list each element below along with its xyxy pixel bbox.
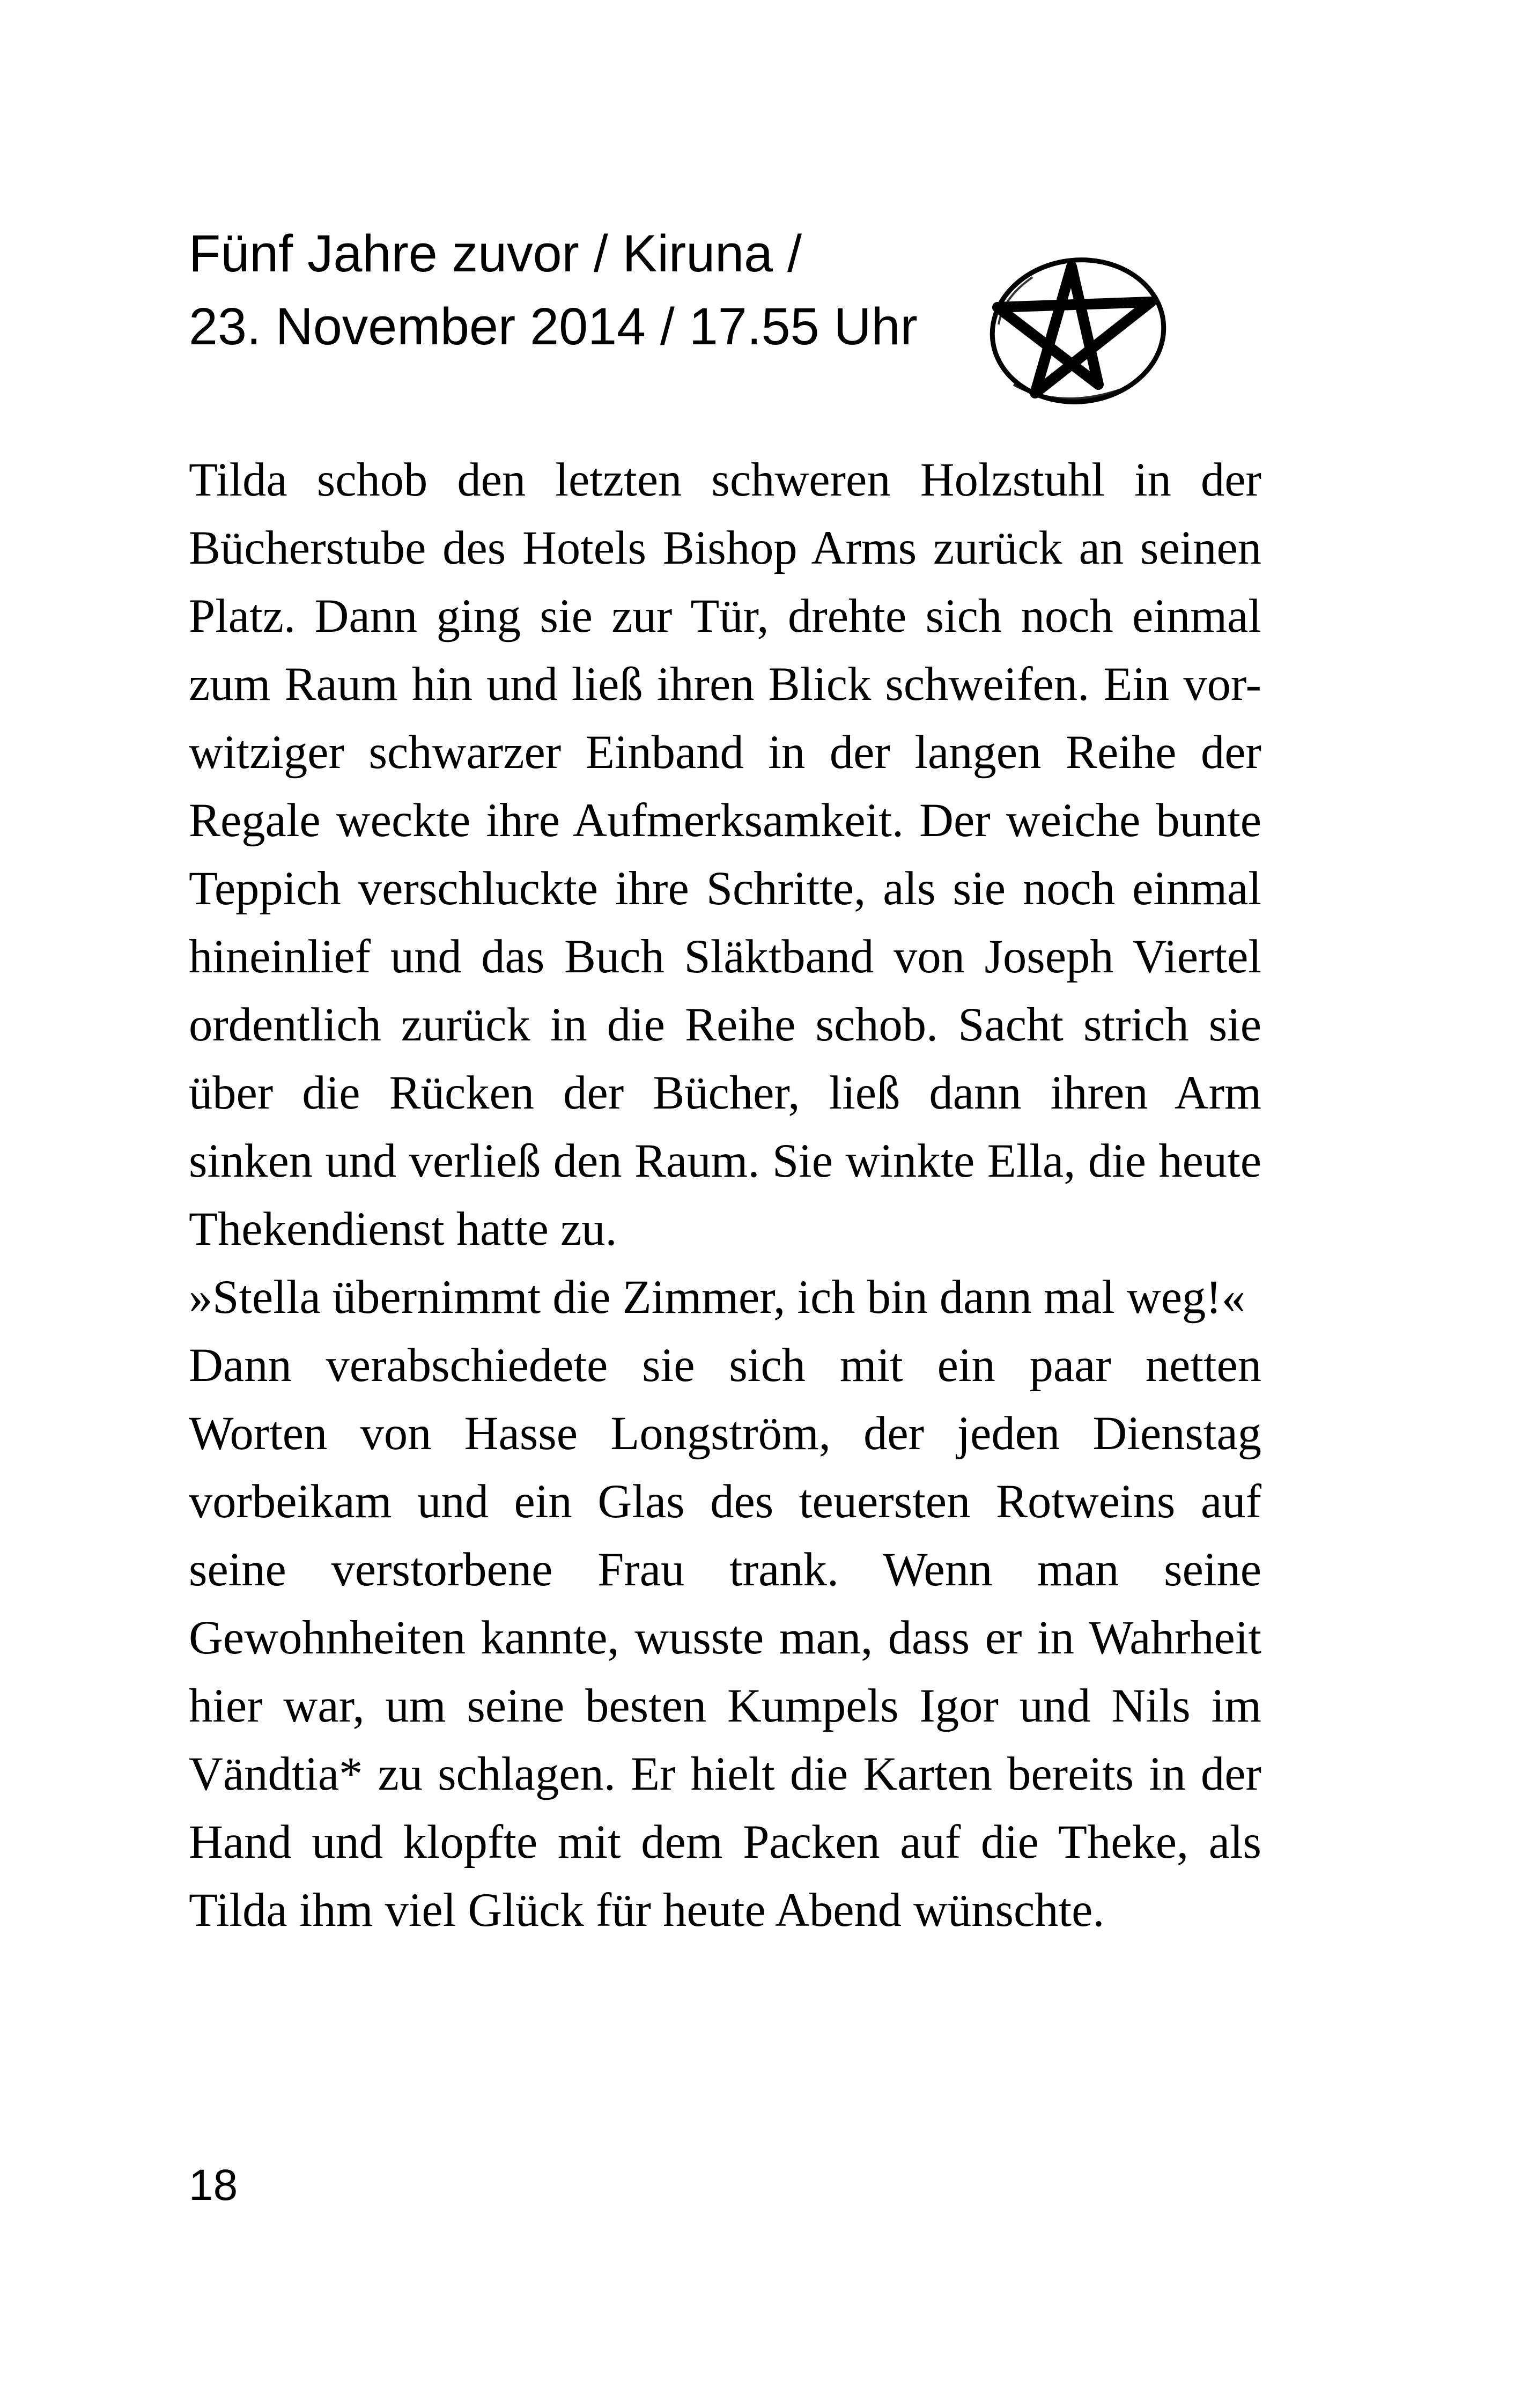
- body-text: [189, 446, 1261, 1945]
- text-line: Worten von Hasse Longström, der jeden Dienstag: [189, 1407, 1261, 1460]
- heading-line-2: 23. November 2014 / 17.55 Uhr: [189, 297, 918, 356]
- text-line: Regale weckte ihre Aufmerksamkeit. Der weiche bunte: [189, 794, 1261, 847]
- text-line: zum Raum hin und ließ ihren Blick schweifen. Ein vor-: [189, 658, 1261, 711]
- text-line: »Stella übernimmt die Zimmer, ich bin dann mal weg!«: [189, 1271, 1246, 1324]
- text-line: Dann verabschiedete sie sich mit ein paar netten: [189, 1339, 1261, 1392]
- text-line: Hand und klopfte mit dem Packen auf die Theke, als: [189, 1816, 1261, 1868]
- text-line: hier war, um seine besten Kumpels Igor und Nils im: [189, 1680, 1261, 1732]
- page-number: 18: [189, 2161, 238, 2210]
- text-line: Tilda schob den letzten schweren Holzstuhl in der: [189, 454, 1261, 506]
- text-line: über die Rücken der Bücher, ließ dann ihren Arm: [189, 1067, 1261, 1119]
- text-line: vorbeikam und ein Glas des teuersten Rotweins auf: [189, 1475, 1261, 1528]
- text-line: Vändtia* zu schlagen. Er hielt die Karten bereits in der: [189, 1748, 1261, 1800]
- text-line: hineinlief und das Buch Släktband von Joseph Viertel: [189, 930, 1261, 983]
- text-line: sinken und verließ den Raum. Sie winkte Ella, die heute: [189, 1135, 1261, 1187]
- pentagram-icon: [981, 244, 1175, 416]
- text-line: ordentlich zurück in die Reihe schob. Sacht strich sie: [189, 999, 1261, 1051]
- chapter-heading: [189, 217, 993, 363]
- text-line: witziger schwarzer Einband in der langen Reihe der: [189, 726, 1261, 779]
- text-line: Thekendienst hatte zu.: [189, 1203, 617, 1255]
- text-line: seine verstorbene Frau trank. Wenn man seine: [189, 1543, 1261, 1596]
- text-line: Tilda ihm viel Glück für heute Abend wünschte.: [189, 1884, 1105, 1937]
- text-line: Platz. Dann ging sie zur Tür, drehte sich noch einmal: [189, 590, 1261, 642]
- heading-line-1: Fünf Jahre zuvor / Kiruna /: [189, 224, 802, 283]
- text-line: Bücherstube des Hotels Bishop Arms zurück an seinen: [189, 522, 1261, 574]
- text-line: Gewohnheiten kannte, wusste man, dass er in Wahrheit: [189, 1612, 1261, 1664]
- text-line: Teppich verschluckte ihre Schritte, als sie noch einmal: [189, 862, 1261, 915]
